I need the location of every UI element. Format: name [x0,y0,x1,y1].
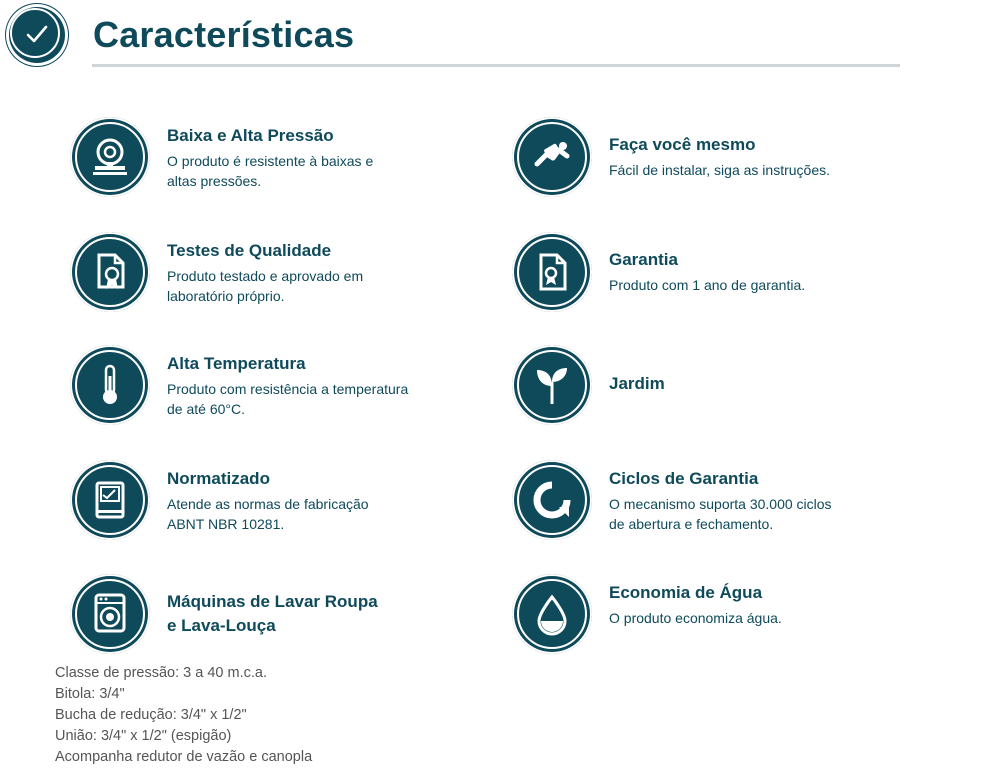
feature-standard [70,460,450,550]
quality-certificate-icon [70,232,150,312]
cycle-arrow-icon [512,460,592,540]
feature-water-saving [512,574,892,664]
spec-item: Bitola: 3/4" [55,686,125,702]
title-divider [92,64,900,67]
standard-book-icon [70,460,150,540]
feature-desc: Atende as normas de fabricação ABNT NBR 10281. [167,496,369,532]
washing-machine-icon [70,574,150,654]
feature-desc: Produto com resistência a temperatura de até 60°C. [167,381,409,417]
feature-title: Máquinas de Lavar Roupa e Lava-Louça [167,592,378,635]
warranty-document-icon [512,232,592,312]
header [0,0,1000,80]
water-drop-icon [512,574,592,654]
feature-title: Alta Temperatura [167,354,306,373]
feature-desc: Fácil de instalar, siga as instruções. [609,162,830,178]
spec-item: Acompanha redutor de vazão e canopla [55,749,313,765]
spec-list [55,663,312,768]
thermometer-icon [70,345,150,425]
feature-title: Ciclos de Garantia [609,469,759,488]
page-title: Características [93,14,355,55]
feature-temperature [70,345,450,435]
spec-item: União: 3/4" x 1/2" (espigão) [55,728,232,744]
feature-title: Faça você mesmo [609,135,756,154]
plant-leaf-icon [512,345,592,425]
pressure-gauge-icon [70,117,150,197]
feature-pressure [70,117,450,207]
check-badge [6,4,68,66]
feature-title: Jardim [609,374,665,393]
feature-cycles [512,460,892,550]
feature-title: Normatizado [167,469,270,488]
feature-desc: O produto economiza água. [609,610,782,626]
feature-warranty [512,232,892,322]
checkmark-icon [22,20,52,50]
spec-item: Bucha de redução: 3/4" x 1/2" [55,707,247,723]
feature-diy [512,117,892,207]
feature-quality [70,232,450,322]
feature-garden [512,345,892,435]
diy-hands-icon [512,117,592,197]
feature-desc: Produto com 1 ano de garantia. [609,277,806,293]
spec-item: Classe de pressão: 3 a 40 m.c.a. [55,665,267,681]
feature-desc: Produto testado e aprovado em laboratório próprio. [167,268,364,304]
feature-desc: O produto é resistente à baixas e altas pressões. [167,153,374,189]
feature-title: Testes de Qualidade [167,241,332,260]
feature-desc: O mecanismo suporta 30.000 ciclos de abertura e fechamento. [609,496,832,532]
feature-title: Economia de Água [609,583,763,602]
feature-title: Garantia [609,250,678,269]
feature-washing-machine [70,574,450,664]
feature-title: Baixa e Alta Pressão [167,126,334,145]
